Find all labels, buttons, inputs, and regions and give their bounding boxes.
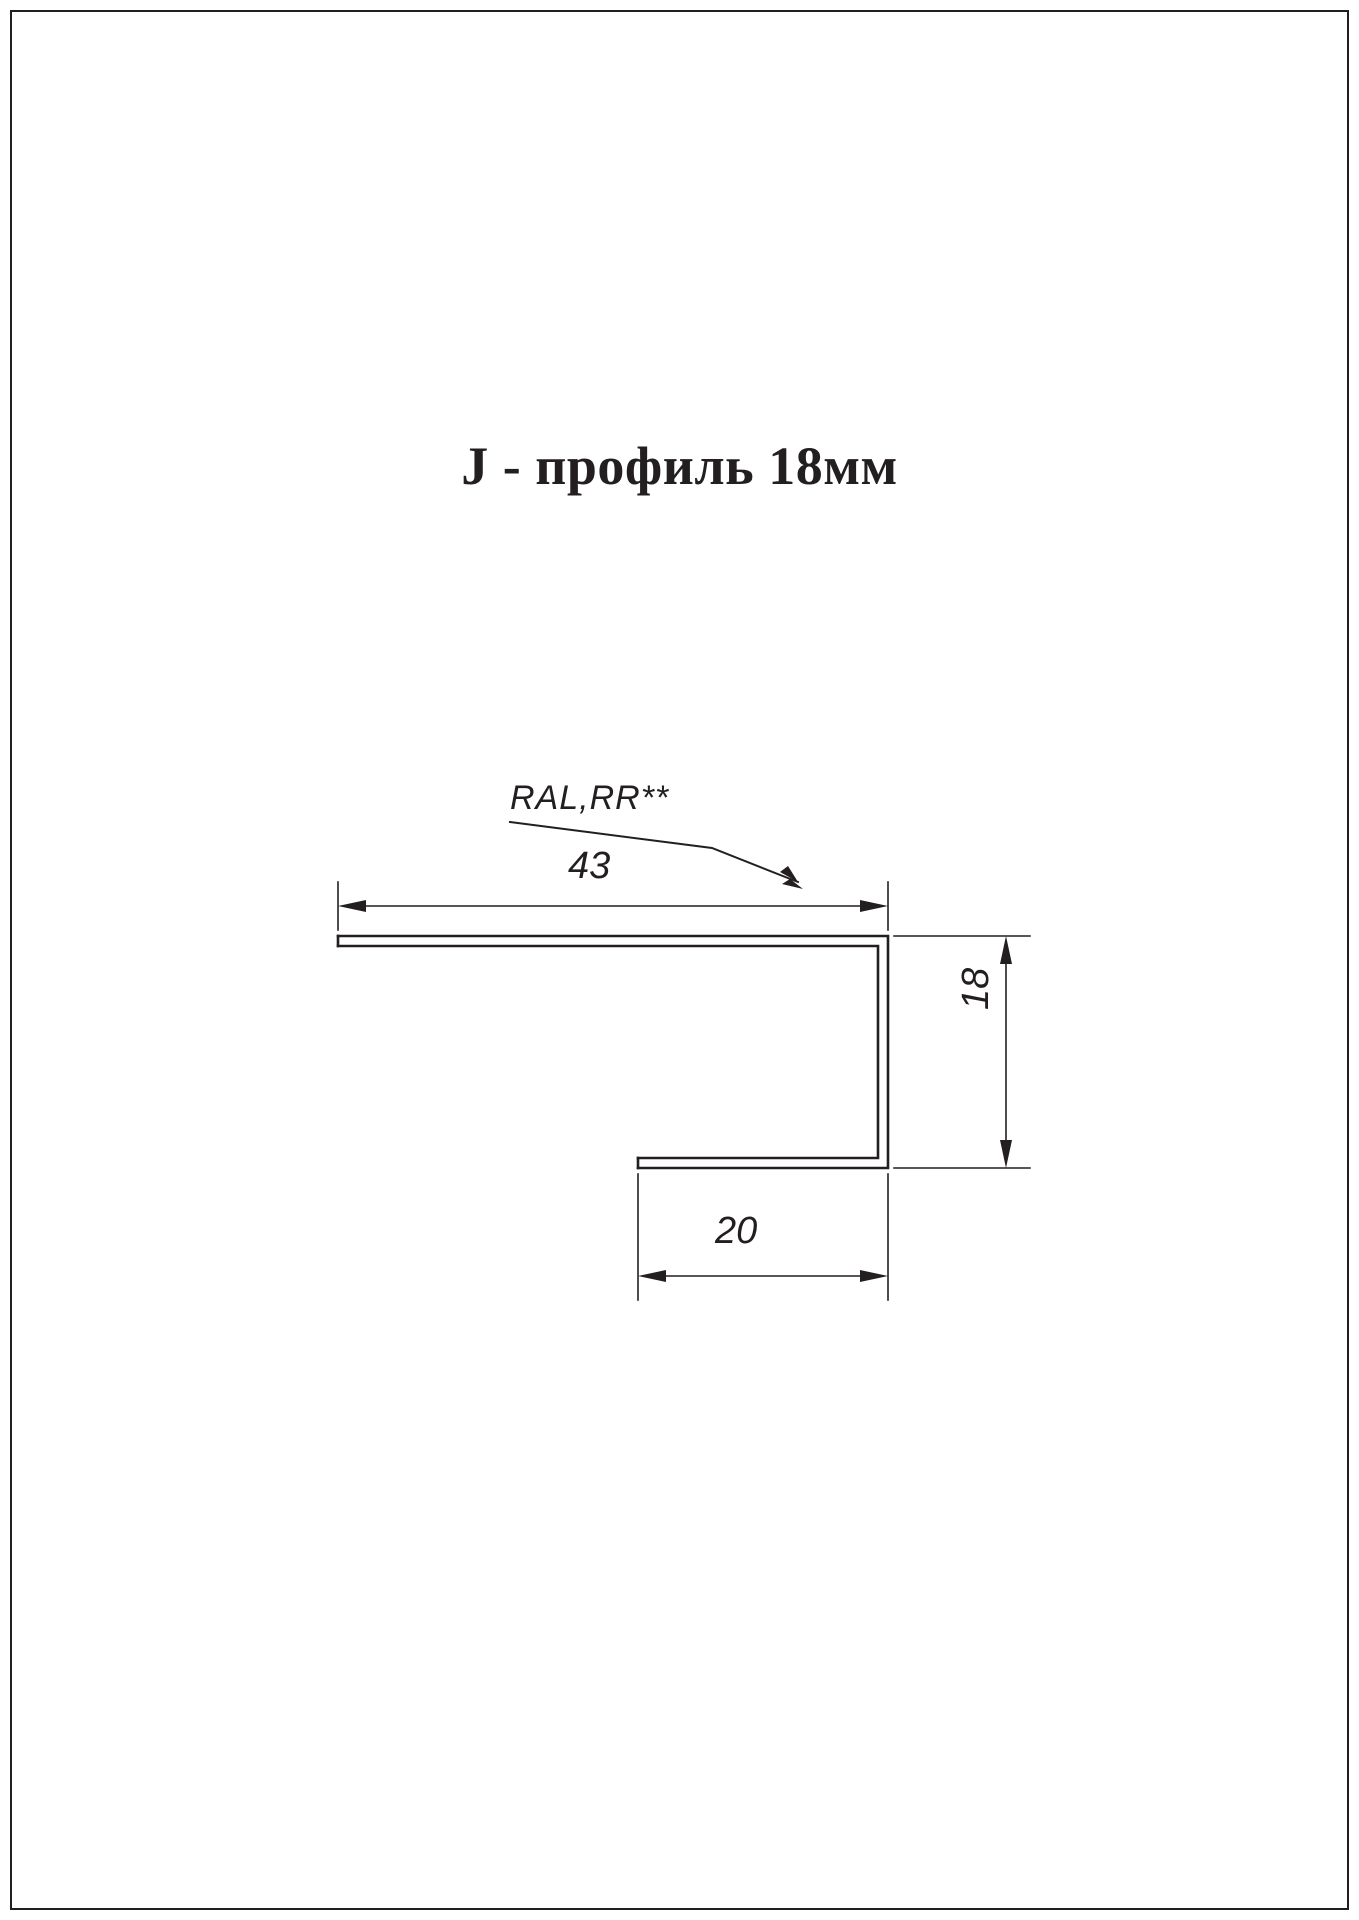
profile-outline bbox=[338, 936, 888, 1168]
coating-leader bbox=[510, 822, 803, 889]
coating-note-label: RAL,RR** bbox=[510, 779, 670, 817]
dimension-43 bbox=[338, 882, 888, 930]
dimension-label-20: 20 bbox=[715, 1210, 758, 1252]
dimension-label-18: 18 bbox=[955, 967, 997, 1010]
dimension-label-43: 43 bbox=[568, 845, 611, 887]
page-title: J - профиль 18мм bbox=[461, 436, 898, 496]
dimension-20 bbox=[638, 1174, 888, 1300]
